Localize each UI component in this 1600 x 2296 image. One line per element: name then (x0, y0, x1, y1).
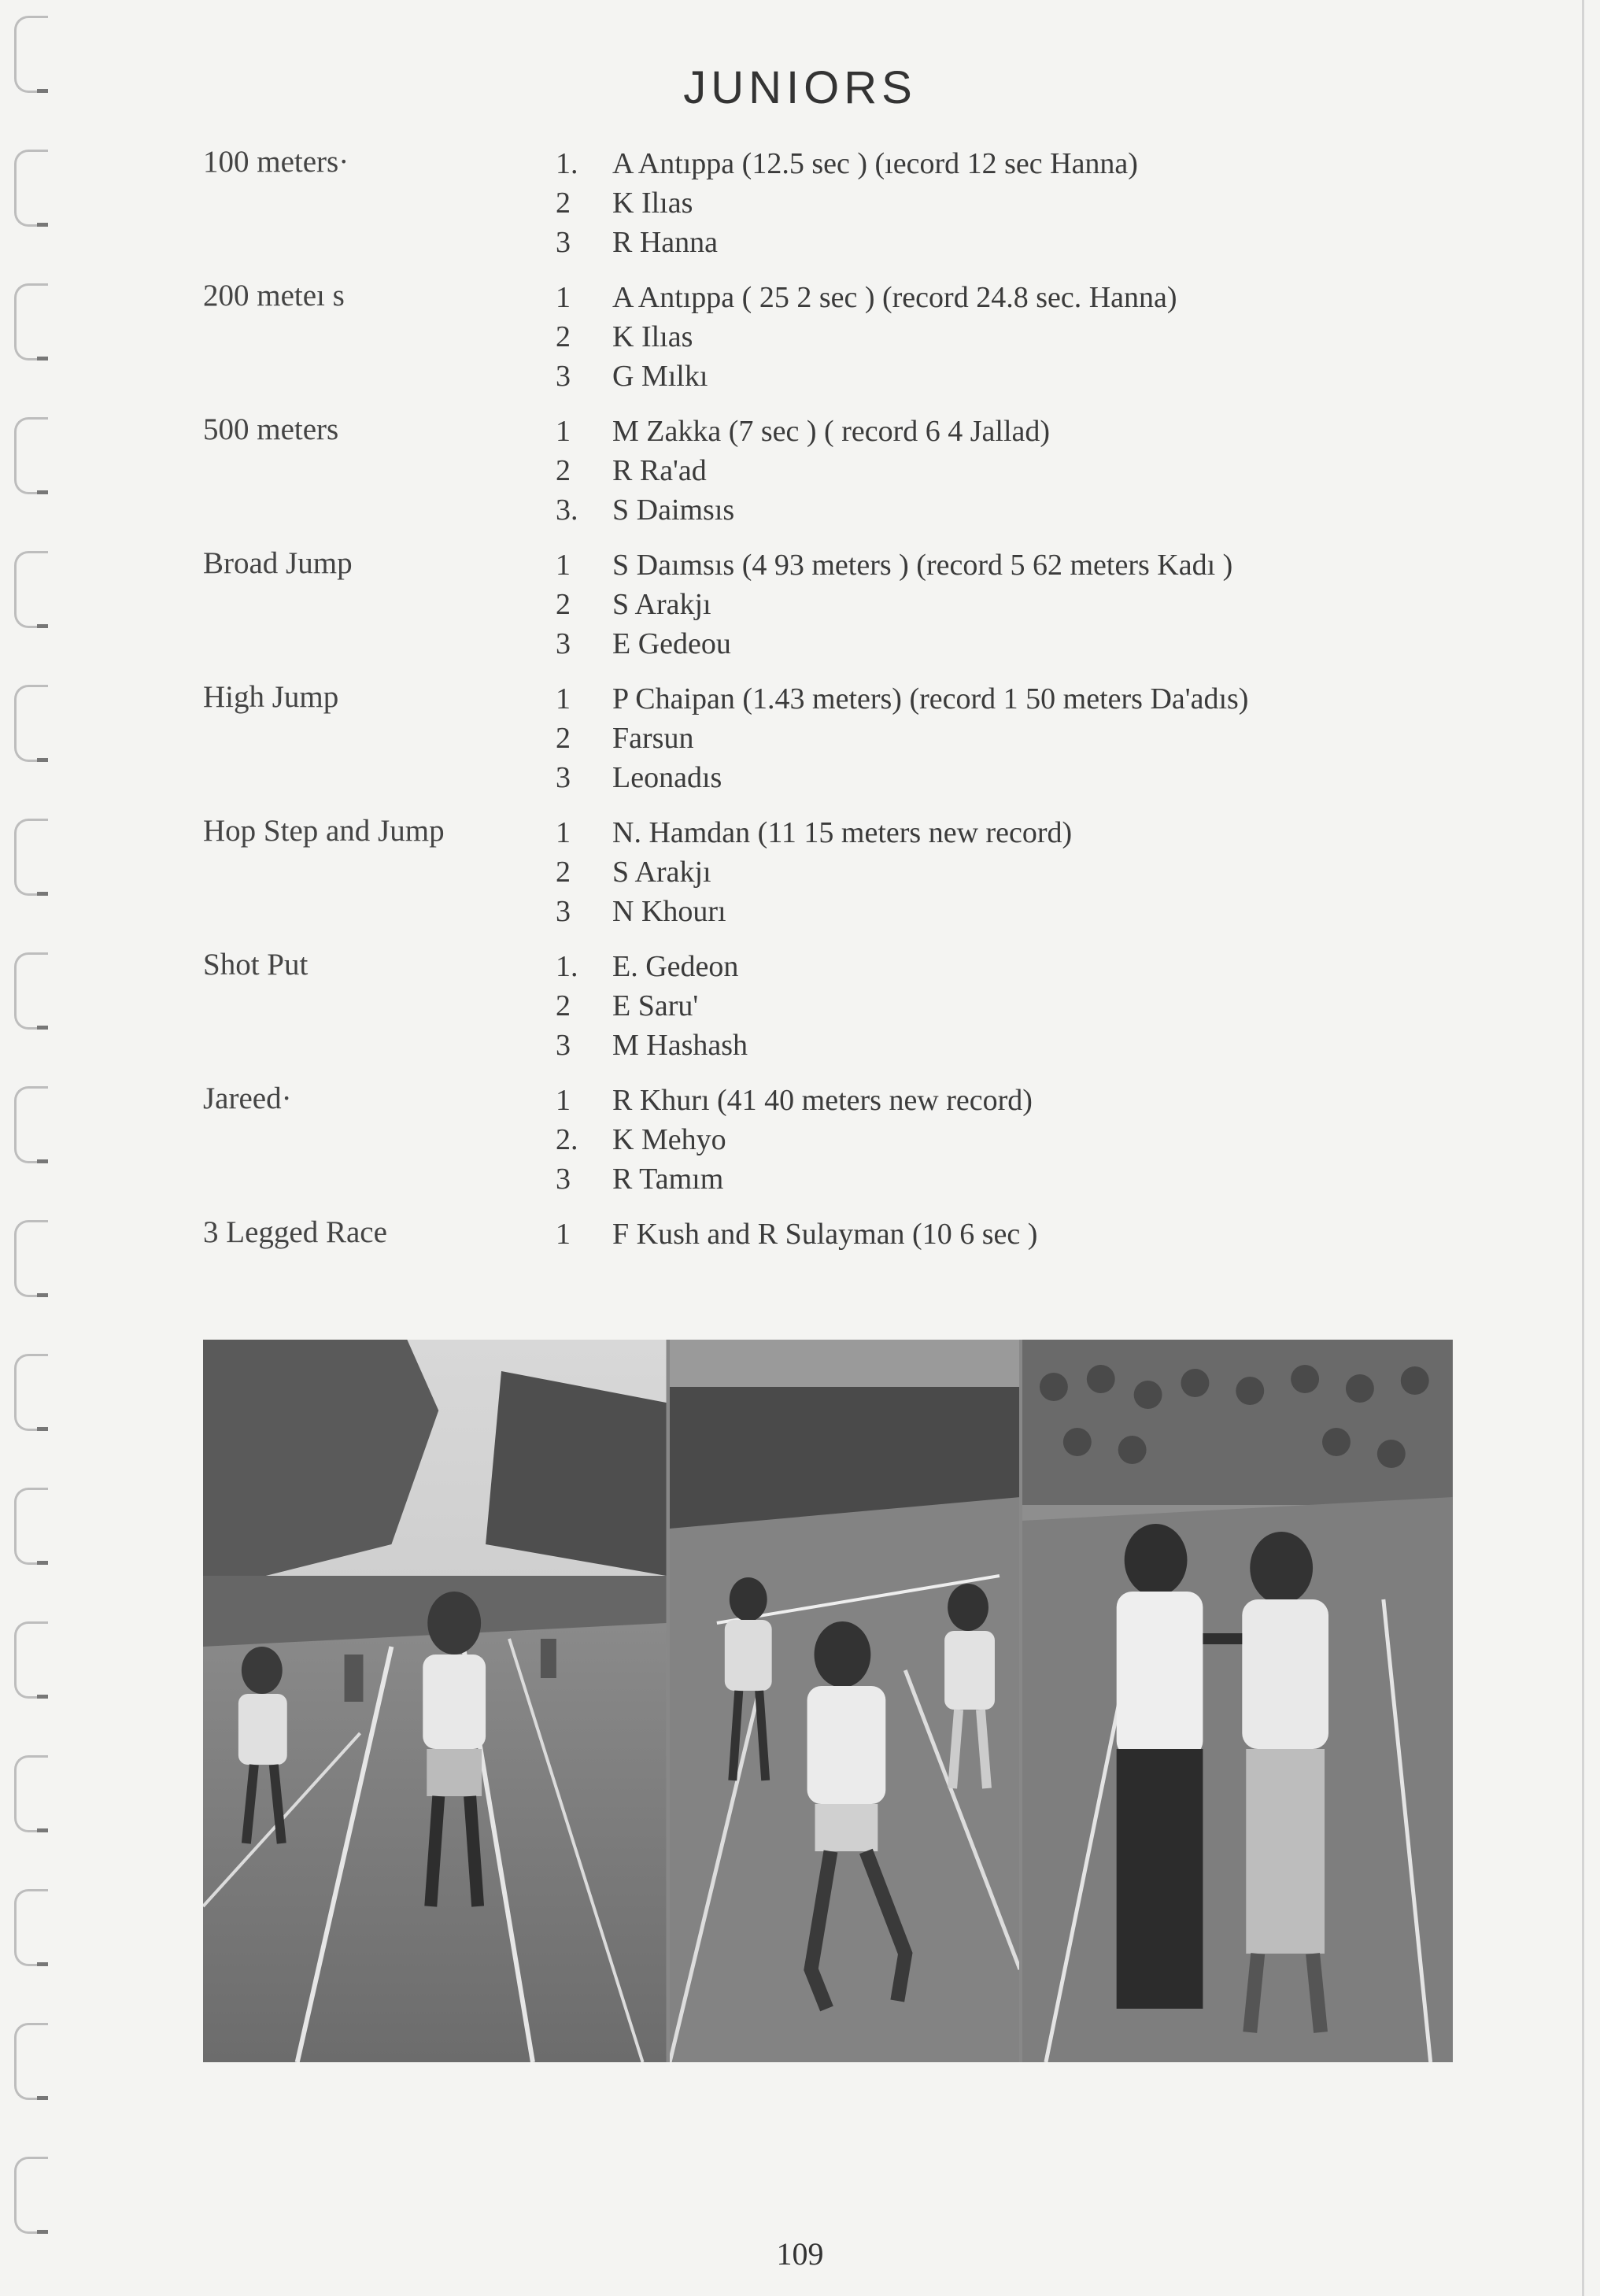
event-places (556, 278, 1177, 396)
place-number: 1 (556, 549, 571, 582)
binding-ring (14, 2157, 48, 2234)
place-result: R Hanna (612, 226, 719, 259)
place-number: 1 (556, 415, 571, 448)
place-number: 3. (556, 494, 578, 527)
page-title: JUNIORS (683, 62, 917, 113)
binding-ring (14, 551, 48, 628)
page-number: 109 (776, 2236, 824, 2272)
binding-ring (14, 417, 48, 494)
place-number: 3 (556, 627, 571, 660)
binding-ring (14, 1488, 48, 1565)
place-row (556, 947, 748, 986)
event-places (556, 144, 1138, 262)
event-places (556, 545, 1232, 664)
place-number: 1 (556, 816, 571, 849)
event-places (556, 679, 1248, 797)
place-number: 2 (556, 856, 571, 889)
place-number: 1 (556, 1084, 571, 1117)
place-row (556, 223, 1138, 262)
place-number: 3 (556, 895, 571, 928)
place-number: 2 (556, 588, 571, 621)
place-row (556, 412, 1050, 451)
place-result: K Ilıas (612, 187, 693, 220)
event-name: Broad Jump (203, 546, 353, 580)
place-row (556, 1081, 1033, 1120)
photo-finish-line (670, 1340, 1020, 2062)
place-result: A Antıppa (12.5 sec ) (ıecord 12 sec Hanna) (612, 147, 1138, 180)
place-row (556, 892, 1072, 931)
place-result: N. Hamdan (11 15 meters new record) (612, 816, 1073, 849)
place-number: 1. (556, 950, 578, 983)
place-row (556, 813, 1072, 852)
binding-ring (14, 283, 48, 360)
place-row (556, 144, 1138, 183)
binding-ring (14, 2023, 48, 2100)
place-number: 3 (556, 1163, 571, 1196)
event-name: High Jump (203, 680, 339, 714)
place-row (556, 719, 1248, 758)
place-row (556, 490, 1050, 530)
place-row (556, 545, 1232, 585)
place-result: Leonadıs (612, 761, 722, 794)
photo-strip (203, 1340, 1453, 2062)
place-number: 3 (556, 360, 571, 393)
event-name: 100 meters· (203, 145, 349, 179)
place-row (556, 852, 1072, 892)
place-result: A Antıppa ( 25 2 sec ) (record 24.8 sec. Hanna) (612, 281, 1177, 314)
event-name: Shot Put (203, 948, 309, 982)
place-number: 1. (556, 147, 578, 180)
place-row (556, 278, 1177, 317)
binding-ring (14, 1889, 48, 1966)
binding-ring (14, 1621, 48, 1699)
place-result: Farsun (612, 722, 694, 755)
binding-ring (14, 1220, 48, 1297)
place-result: K Mehyo (612, 1123, 726, 1156)
binding-ring (14, 685, 48, 762)
place-row (556, 679, 1248, 719)
page-edge (1582, 0, 1584, 2296)
place-result: R Ra'ad (612, 454, 707, 487)
place-result: M Zakka (7 sec ) ( record 6 4 Jallad) (612, 415, 1051, 448)
place-row (556, 317, 1177, 357)
event-places (556, 813, 1072, 931)
place-result: R Khurı (41 40 meters new record) (612, 1084, 1033, 1117)
place-row (556, 357, 1177, 396)
binding-ring (14, 150, 48, 227)
binding-ring (14, 1755, 48, 1832)
place-row (556, 758, 1248, 797)
place-result: S Arakjı (612, 856, 711, 889)
binding-ring (14, 819, 48, 896)
event-places (556, 947, 748, 1065)
place-result: E. Gedeon (612, 950, 739, 983)
place-result: S Arakjı (612, 588, 711, 621)
place-row (556, 585, 1232, 624)
place-number: 2 (556, 454, 571, 487)
place-result: F Kush and R Sulayman (10 6 sec ) (612, 1218, 1038, 1251)
place-number: 2 (556, 320, 571, 353)
place-number: 2 (556, 187, 571, 220)
place-row (556, 624, 1232, 664)
place-result: R Tamım (612, 1163, 724, 1196)
place-row (556, 1026, 748, 1065)
event-name: 3 Legged Race (203, 1215, 387, 1249)
place-number: 1 (556, 281, 571, 314)
place-row (556, 1120, 1033, 1159)
binding-ring (14, 1354, 48, 1431)
place-number: 2 (556, 989, 571, 1022)
place-number: 3 (556, 226, 571, 259)
event-name: Hop Step and Jump (203, 814, 445, 848)
place-number: 1 (556, 682, 571, 715)
photo-three-legged-race (1022, 1340, 1453, 2062)
place-number: 2 (556, 722, 571, 755)
place-result: E Gedeou (612, 627, 731, 660)
place-number: 1 (556, 1218, 571, 1251)
binding-ring (14, 1086, 48, 1163)
binding-ring (14, 952, 48, 1030)
place-result: P Chaipan (1.43 meters) (record 1 50 meters Da'adıs) (612, 682, 1249, 715)
place-result: S Daimsıs (612, 494, 735, 527)
spiral-binding (0, 0, 59, 2296)
place-row (556, 986, 748, 1026)
place-result: M Hashash (612, 1029, 748, 1062)
place-result: S Daımsıs (4 93 meters ) (record 5 62 meters Kadı ) (612, 549, 1233, 582)
photo-track-sprint (203, 1340, 667, 2062)
place-result: K Ilıas (612, 320, 693, 353)
event-name: Jareed· (203, 1081, 292, 1115)
place-number: 2. (556, 1123, 578, 1156)
event-name: 200 meteı s (203, 279, 345, 312)
event-places (556, 1081, 1033, 1199)
place-row (556, 183, 1138, 223)
event-name: 500 meters (203, 412, 339, 446)
event-places (556, 1215, 1037, 1254)
place-row (556, 451, 1050, 490)
event-places (556, 412, 1050, 530)
place-result: G Mılkı (612, 360, 708, 393)
place-row (556, 1159, 1033, 1199)
place-number: 3 (556, 1029, 571, 1062)
place-row (556, 1215, 1037, 1254)
place-number: 3 (556, 761, 571, 794)
place-result: N Khourı (612, 895, 726, 928)
place-result: E Saru' (612, 989, 699, 1022)
